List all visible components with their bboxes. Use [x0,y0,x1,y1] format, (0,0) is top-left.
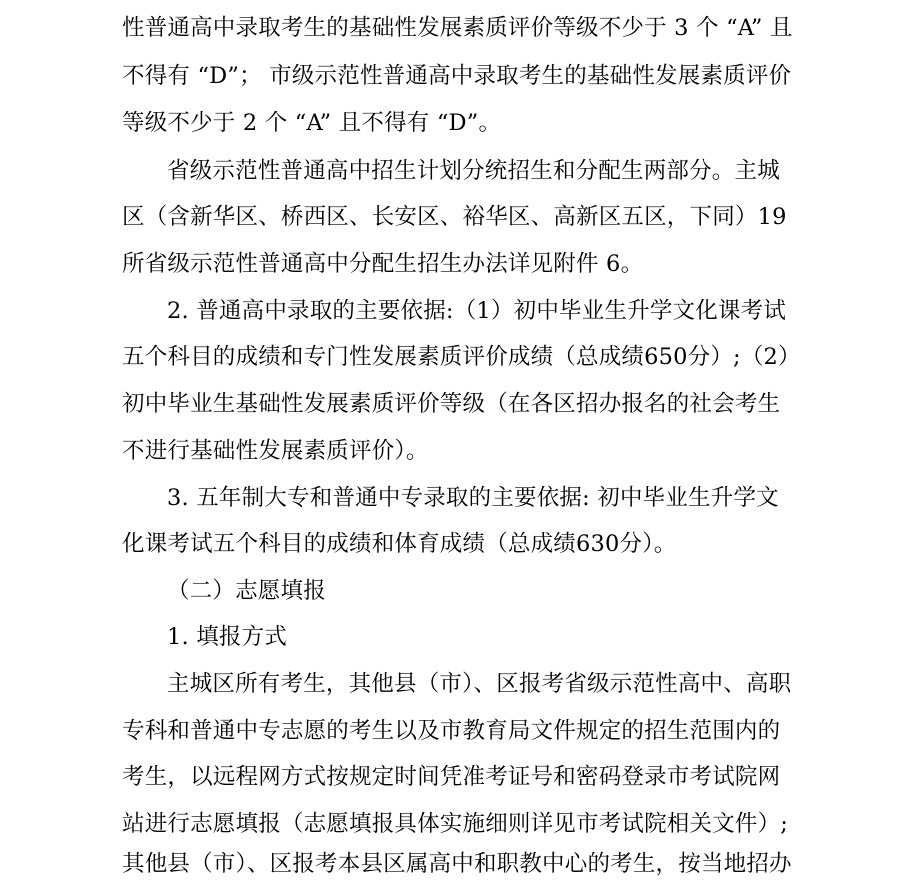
text-line: 化课考试五个科目的成绩和体育成绩（总成绩630分）。 [122,531,677,557]
text-line: 不进行基础性发展素质评价）。 [122,438,429,464]
text-line: 所省级示范性普通高中分配生招生办法详见附件 6。 [122,251,644,277]
numbered-item-2: 2. 普通高中录取的主要依据:（1）初中毕业生升学文化课考试 [167,298,787,324]
subsection-heading: 1. 填报方式 [167,624,288,650]
numbered-item-3: 3. 五年制大专和普通中专录取的主要依据: 初中毕业生升学文 [167,485,779,511]
paragraph-start-line: 主城区所有考生，其他县（市）、区报考省级示范性高中、高职 [167,671,792,697]
text-line: 区（含新华区、桥西区、长安区、裕华区、高新区五区，下同）19 [122,204,787,230]
text-line: 初中毕业生基础性发展素质评价等级（在各区招办报名的社会考生 [122,391,781,417]
text-line: 性普通高中录取考生的基础性发展素质评价等级不少于 3 个 “A” 且 [122,15,793,41]
section-heading: （二）志愿填报 [167,578,326,604]
text-line: 考生，以远程网方式按规定时间凭准考证号和密码登录市考试院网 [122,764,781,790]
text-line: 专科和普通中专志愿的考生以及市教育局文件规定的招生范围内的 [122,718,781,744]
text-line: 站进行志愿填报（志愿填报具体实施细则详见市考试院相关文件）; [122,811,789,837]
text-line: 五个科目的成绩和专门性发展素质评价成绩（总成绩650分）;（2） [122,344,801,370]
paragraph-start-line: 省级示范性普通高中招生计划分统招生和分配生两部分。主城 [167,158,780,184]
text-line: 其他县（市）、区报考本县区属高中和职教中心的考生，按当地招办 [122,851,792,877]
text-line: 不得有 “D”； 市级示范性普通高中录取考生的基础性发展素质评价 [122,63,792,89]
text-line: 等级不少于 2 个 “A” 且不得有 “D”。 [122,110,502,136]
